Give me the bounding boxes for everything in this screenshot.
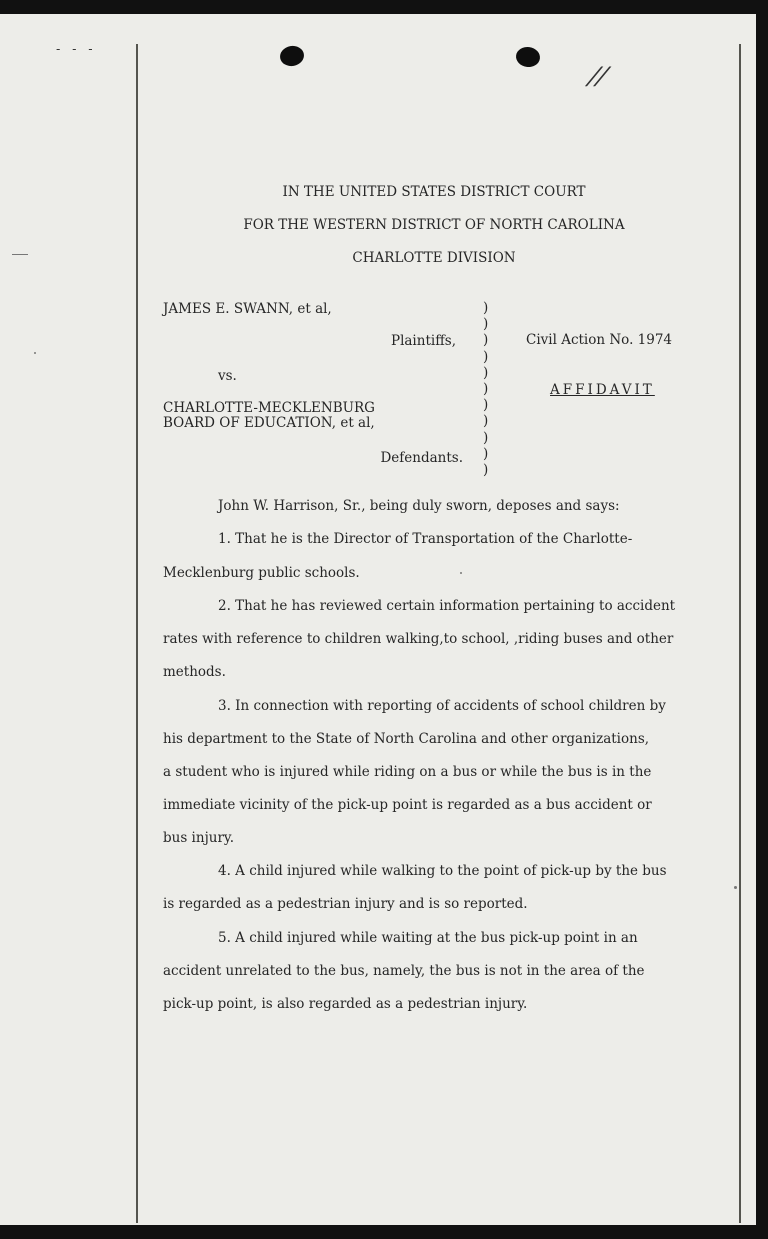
paragraph-3-line-4: immediate vicinity of the pick-up point is regarded as a bus accident or bbox=[163, 797, 652, 813]
defendant-name-line-2: BOARD OF EDUCATION, et al, bbox=[163, 415, 375, 431]
paren: ) bbox=[483, 381, 489, 398]
court-heading-line-3: CHARLOTTE DIVISION bbox=[352, 250, 516, 266]
paper-speck bbox=[34, 352, 36, 354]
paren: ) bbox=[483, 332, 489, 349]
court-heading-line-2: FOR THE WESTERN DISTRICT OF NORTH CAROLINA bbox=[243, 217, 625, 233]
defendant-name-line-1: CHARLOTTE-MECKLENBURG bbox=[163, 400, 375, 416]
paragraph-3-line-3: a student who is injured while riding on a bus or while the bus is in the bbox=[163, 764, 652, 780]
document-type-title: AFFIDAVIT bbox=[550, 382, 655, 398]
paragraph-3-line-5: bus injury. bbox=[163, 830, 235, 846]
paren: ) bbox=[483, 348, 489, 365]
paren: ) bbox=[483, 397, 489, 414]
handwritten-mark: // bbox=[585, 62, 611, 90]
paren: ) bbox=[483, 300, 489, 316]
paragraph-2-line-3: methods. bbox=[163, 664, 226, 680]
defendant-role: Defendants. bbox=[380, 450, 463, 466]
paragraph-1-line-1: 1. That he is the Director of Transportation of the Charlotte- bbox=[218, 531, 633, 547]
caption-parentheses bbox=[483, 300, 488, 478]
paragraph-2-line-1: 2. That he has reviewed certain information pertaining to accident bbox=[218, 598, 676, 614]
paren: ) bbox=[483, 316, 489, 333]
plaintiff-role: Plaintiffs, bbox=[390, 333, 456, 349]
court-heading-line-1: IN THE UNITED STATES DISTRICT COURT bbox=[282, 184, 586, 200]
plaintiff-name: JAMES E. SWANN, et al, bbox=[163, 301, 332, 317]
document-page bbox=[0, 14, 756, 1225]
paren: ) bbox=[483, 462, 489, 479]
corner-dash-mark: - - - bbox=[56, 42, 97, 56]
paragraph-5-line-1: 5. A child injured while waiting at the bus pick-up point in an bbox=[218, 930, 638, 946]
paper-speck bbox=[734, 886, 737, 889]
paren: ) bbox=[483, 364, 489, 381]
paragraph-3-line-2: his department to the State of North Carolina and other organizations, bbox=[163, 731, 650, 747]
versus-label: vs. bbox=[218, 368, 237, 384]
paragraph-5-line-2: accident unrelated to the bus, namely, the bus is not in the area of the bbox=[163, 963, 645, 979]
paragraph-5-line-3: pick-up point, is also regarded as a pedestrian injury. bbox=[163, 996, 528, 1012]
paper-speck bbox=[460, 572, 462, 574]
paren: ) bbox=[483, 413, 489, 430]
paren: ) bbox=[483, 445, 489, 462]
paragraph-4-line-2: is regarded as a pedestrian injury and is so reported. bbox=[163, 896, 528, 912]
paragraph-4-line-1: 4. A child injured while walking to the point of pick-up by the bus bbox=[218, 863, 667, 879]
body-line: John W. Harrison, Sr., being duly sworn, deposes and says: bbox=[218, 498, 620, 514]
paragraph-2-line-2: rates with reference to children walking,to school, ,riding buses and other bbox=[163, 631, 674, 647]
punch-hole-left bbox=[278, 44, 305, 68]
civil-action-number: Civil Action No. 1974 bbox=[526, 332, 673, 348]
paren: ) bbox=[483, 429, 489, 446]
punch-hole-right bbox=[515, 45, 542, 68]
paragraph-3-line-1: 3. In connection with reporting of accidents of school children by bbox=[218, 698, 666, 714]
paragraph-1-line-2: Mecklenburg public schools. bbox=[163, 565, 360, 581]
